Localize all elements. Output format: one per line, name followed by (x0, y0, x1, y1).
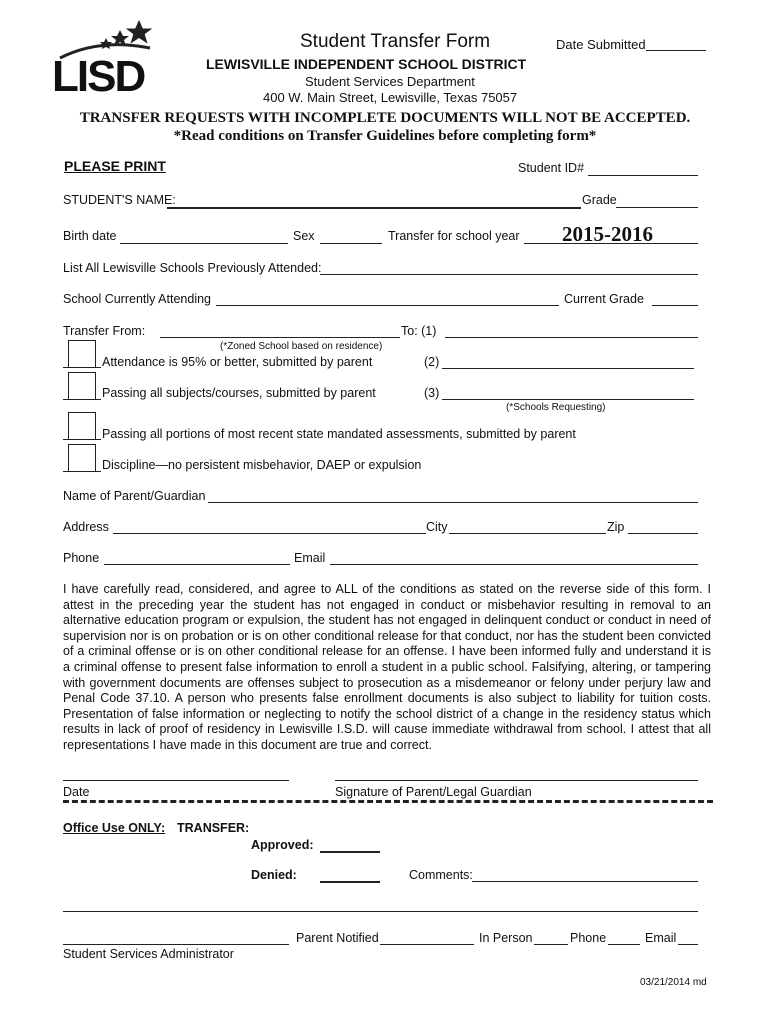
in-person-label: In Person (479, 931, 533, 945)
current-grade-label: Current Grade (564, 292, 644, 306)
parent-notified-field[interactable] (380, 944, 474, 945)
zip-field[interactable] (628, 533, 698, 534)
district-name: LEWISVILLE INDEPENDENT SCHOOL DISTRICT (206, 56, 527, 72)
passing-assessments-label: Passing all portions of most recent state mandated assessments, submitted by parent (102, 427, 576, 441)
office-email-field[interactable] (678, 944, 698, 945)
to-3-label: (3) (424, 386, 440, 400)
zoned-note: (*Zoned School based on residence) (220, 341, 383, 352)
attendance-line (63, 367, 101, 368)
date-submitted-field[interactable] (646, 50, 706, 51)
discipline-line (63, 471, 101, 472)
passing-subjects-checkbox[interactable] (68, 372, 96, 400)
previous-schools-field[interactable] (320, 274, 698, 275)
transfer-year-field[interactable] (524, 243, 698, 244)
discipline-checkbox[interactable] (68, 444, 96, 472)
office-phone-field[interactable] (608, 944, 640, 945)
lisd-logo (50, 18, 160, 101)
parent-signature-label: Signature of Parent/Legal Guardian (335, 785, 532, 799)
footer-code: 03/21/2014 md (640, 977, 707, 988)
warning-line-2: *Read conditions on Transfer Guidelines before completing form* (173, 128, 597, 144)
current-grade-field[interactable] (652, 305, 698, 306)
comments-label: Comments: (409, 868, 473, 882)
office-transfer-label: TRANSFER: (177, 821, 250, 835)
office-use-label: Office Use ONLY: (63, 821, 166, 835)
district-address: 400 W. Main Street, Lewisville, Texas 75057 (263, 90, 518, 105)
divider-dashed (63, 800, 713, 803)
administrator-label: Student Services Administrator (63, 947, 234, 961)
to-2-label: (2) (424, 355, 440, 369)
transfer-from-label: Transfer From: (63, 324, 146, 338)
student-name-field[interactable] (167, 207, 581, 209)
current-school-label: School Currently Attending (63, 292, 212, 306)
discipline-label: Discipline—no persistent misbehavior, DAEP or expulsion (102, 458, 422, 472)
transfer-from-field[interactable] (160, 337, 400, 338)
administrator-field[interactable] (63, 944, 289, 945)
to-2-field[interactable] (442, 368, 694, 369)
email-field[interactable] (330, 564, 698, 565)
passing-subjects-line (63, 399, 101, 400)
parent-name-field[interactable] (208, 502, 698, 503)
date-signature-field[interactable] (63, 780, 289, 781)
approved-label: Approved: (251, 838, 314, 852)
passing-assessments-checkbox[interactable] (68, 412, 96, 440)
phone-label: Phone (63, 551, 100, 565)
grade-label: Grade (582, 193, 617, 207)
transfer-year-label: Transfer for school year (388, 229, 520, 243)
in-person-field[interactable] (534, 944, 568, 945)
birth-date-field[interactable] (120, 243, 288, 244)
comments-field-2[interactable] (63, 911, 698, 912)
denied-field[interactable] (320, 881, 380, 883)
birth-date-label: Birth date (63, 229, 117, 243)
sex-field[interactable] (320, 243, 382, 244)
student-name-label: STUDENT'S NAME: (63, 193, 176, 207)
zip-label: Zip (607, 520, 625, 534)
attendance-checkbox[interactable] (68, 340, 96, 368)
phone-field[interactable] (104, 564, 290, 565)
transfer-year-value: 2015-2016 (562, 222, 653, 246)
previous-schools-label: List All Lewisville Schools Previously Attended: (63, 261, 322, 275)
current-school-field[interactable] (216, 305, 559, 306)
sex-label: Sex (293, 229, 315, 243)
parent-notified-label: Parent Notified (296, 931, 379, 945)
form-title: Student Transfer Form (300, 31, 491, 52)
comments-field[interactable] (472, 881, 698, 882)
city-field[interactable] (449, 533, 606, 534)
date-signature-label: Date (63, 785, 90, 799)
student-id-field[interactable] (588, 175, 698, 176)
student-id-label: Student ID# (518, 161, 585, 175)
email-label: Email (294, 551, 326, 565)
address-field[interactable] (113, 533, 426, 534)
schools-requesting-note: (*Schools Requesting) (506, 402, 606, 413)
to-3-field[interactable] (442, 399, 694, 400)
parent-name-label: Name of Parent/Guardian (63, 489, 206, 503)
attestation-paragraph: I have carefully read, considered, and agree to ALL of the conditions as stated on the reverse side of this form. I attest in the preceding year the student has not engaged in conduct or misbehavior resulting in removal to an alternative education program or expulsion, the student has not engaged in delinquent conduct or conduct in need of supervision nor is on probation or is on other conditional release for that conduct, nor has the student been convicted of a criminal offense or is on other conditional release for an offense. I have been informed fully and understand it is a criminal offense to present false information to enroll a student in a public school. Falsifying, altering, or tampering with government documents are offenses subject to prosecution as a misdemeanor or felony under perjury law and Penal Code 37.10. A person who presents false enrollment documents is also subject to liability for tuition costs. Presentation of false information or neglecting to notify the school district of a change in the residency status which results in lack of proof of residency in Lewisville I.S.D. will cause immediate withdrawal from school. I attest that all representations I have made in this document are true and correct. (63, 582, 711, 752)
approved-field[interactable] (320, 851, 380, 853)
denied-label: Denied: (251, 868, 297, 882)
please-print: PLEASE PRINT (64, 158, 166, 174)
city-label: City (426, 520, 448, 534)
office-phone-label: Phone (570, 931, 607, 945)
warning-line-1: TRANSFER REQUESTS WITH INCOMPLETE DOCUMENTS WILL NOT BE ACCEPTED. (79, 110, 691, 126)
grade-field[interactable] (616, 207, 698, 208)
to-1-field[interactable] (445, 337, 698, 338)
to-1-label: To: (1) (401, 324, 437, 338)
logo-text: LISD (52, 52, 145, 101)
passing-subjects-label: Passing all subjects/courses, submitted by parent (102, 386, 376, 400)
passing-assessments-line (63, 439, 101, 440)
parent-signature-field[interactable] (335, 780, 698, 781)
date-submitted-label: Date Submitted (556, 37, 646, 52)
attendance-label: Attendance is 95% or better, submitted by parent (102, 355, 373, 369)
office-email-label: Email (645, 931, 677, 945)
address-label: Address (63, 520, 109, 534)
department: Student Services Department (305, 74, 475, 89)
